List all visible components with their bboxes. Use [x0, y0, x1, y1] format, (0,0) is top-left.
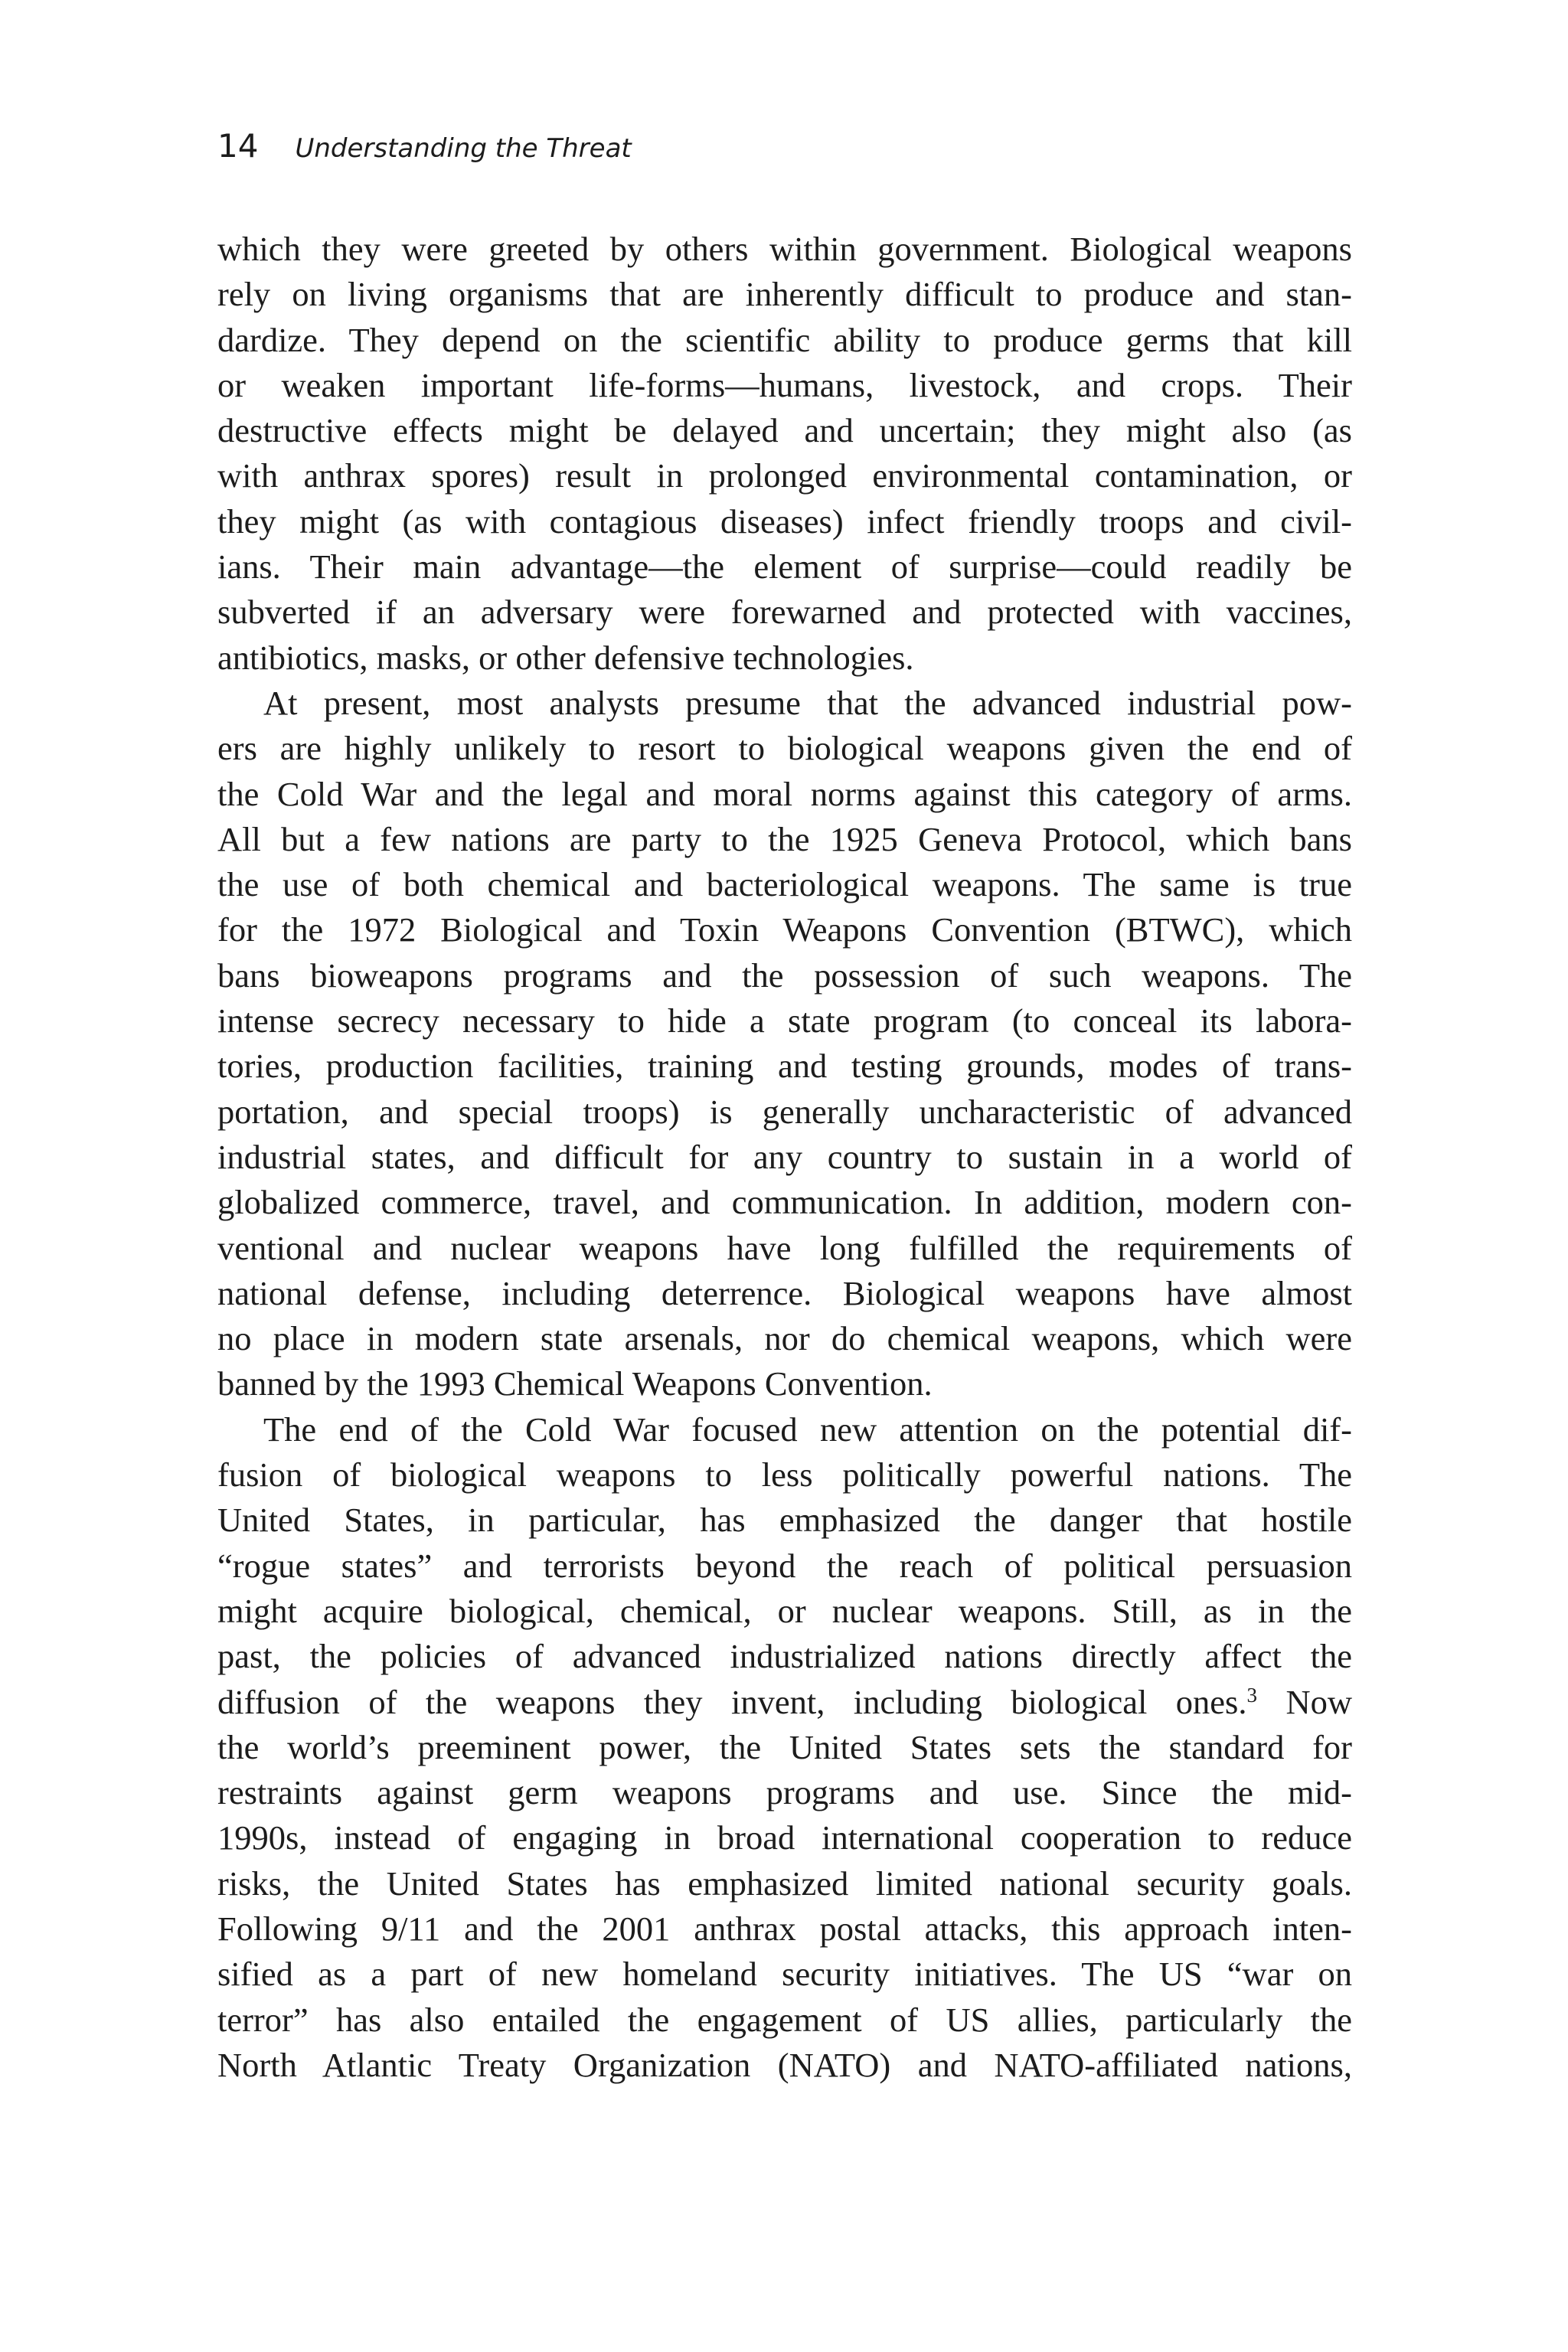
text-line: past, the policies of advanced industrialized nations directly affect the	[217, 1637, 1352, 1676]
text-line: ers are highly unlikely to resort to biological weapons given the end of	[217, 729, 1352, 768]
text-line: fusion of biological weapons to less politically powerful nations. The	[217, 1455, 1352, 1494]
text-line: antibiotics, masks, or other defensive technologies.	[217, 638, 914, 677]
text-line: Following 9/11 and the 2001 anthrax postal attacks, this approach inten-	[217, 1909, 1352, 1948]
text-line: or weaken important life-forms—humans, livestock, and crops. Their	[217, 365, 1352, 404]
text-line: the use of both chemical and bacteriological weapons. The same is true	[217, 865, 1352, 904]
text-segment: diffusion of the weapons they invent, including biological ones.	[217, 1682, 1247, 1721]
text-line: might acquire biological, chemical, or nuclear weapons. Still, as in the	[217, 1591, 1352, 1630]
paragraph-2	[217, 681, 1352, 1407]
text-line: the world’s preeminent power, the United States sets the standard for	[217, 1727, 1352, 1766]
text-line: globalized commerce, travel, and communication. In addition, modern con-	[217, 1183, 1352, 1222]
text-line: ians. Their main advantage—the element of surprise—could readily be	[217, 547, 1352, 586]
text-line: they might (as with contagious diseases) infect friendly troops and civil-	[217, 501, 1352, 541]
text-line: terror” has also entailed the engagement of US allies, particularly the	[217, 2000, 1352, 2039]
page-number: 14	[217, 127, 259, 165]
text-line: tories, production facilities, training and testing grounds, modes of trans-	[217, 1047, 1352, 1086]
text-line: sified as a part of new homeland security initiatives. The US “war on	[217, 1955, 1352, 1994]
text-line: ventional and nuclear weapons have long fulfilled the requirements of	[217, 1228, 1352, 1267]
text-line: North Atlantic Treaty Organization (NATO) and NATO-affiliated nations,	[217, 2045, 1352, 2084]
text-line: the Cold War and the legal and moral norms against this category of arms.	[217, 774, 1352, 813]
text-line: restraints against germ weapons programs and use. Since the mid-	[217, 1773, 1352, 1812]
text-line: risks, the United States has emphasized limited national security goals.	[217, 1864, 1352, 1903]
text-line: national defense, including deterrence. Biological weapons have almost	[217, 1273, 1352, 1312]
text-line: 1990s, instead of engaging in broad international cooperation to reduce	[217, 1818, 1352, 1857]
text-line: banned by the 1993 Chemical Weapons Convention.	[217, 1364, 933, 1403]
text-segment: Now	[1257, 1682, 1352, 1721]
text-line: rely on living organisms that are inherently difficult to produce and stan-	[217, 275, 1352, 314]
paragraph-1	[217, 227, 1352, 681]
text-line: intense secrecy necessary to hide a state program (to conceal its labora-	[217, 1001, 1352, 1040]
text-line: dardize. They depend on the scientific ability to produce germs that kill	[217, 320, 1352, 359]
footnote-reference[interactable]: 3	[1246, 1683, 1257, 1707]
running-title: Understanding the Threat	[295, 133, 632, 164]
text-line: with anthrax spores) result in prolonged environmental contamination, or	[217, 456, 1352, 495]
text-line: At present, most analysts presume that the advanced industrial pow-	[263, 683, 1352, 722]
text-line: “rogue states” and terrorists beyond the reach of political persuasion	[217, 1546, 1352, 1585]
body-text	[217, 227, 1352, 2088]
text-line: subverted if an adversary were forewarned and protected with vaccines,	[217, 593, 1352, 632]
text-line: which they were greeted by others within government. Biological weapons	[217, 230, 1352, 268]
text-line: portation, and special troops) is generally uncharacteristic of advanced	[217, 1092, 1352, 1131]
paragraph-3	[217, 1407, 1352, 2088]
text-line: The end of the Cold War focused new attention on the potential dif-	[263, 1410, 1352, 1449]
text-line: industrial states, and difficult for any country to sustain in a world of	[217, 1137, 1352, 1176]
text-line: no place in modern state arsenals, nor do chemical weapons, which were	[217, 1319, 1352, 1358]
text-line: All but a few nations are party to the 1925 Geneva Protocol, which bans	[217, 819, 1352, 858]
text-line: United States, in particular, has emphasized the danger that hostile	[217, 1501, 1352, 1540]
text-line: for the 1972 Biological and Toxin Weapons Convention (BTWC), which	[217, 910, 1352, 949]
text-line-with-footnote	[217, 1680, 1352, 1725]
text-line: destructive effects might be delayed and uncertain; they might also (as	[217, 411, 1352, 450]
text-line: bans bioweapons programs and the possession of such weapons. The	[217, 956, 1352, 995]
running-head	[217, 127, 1351, 173]
